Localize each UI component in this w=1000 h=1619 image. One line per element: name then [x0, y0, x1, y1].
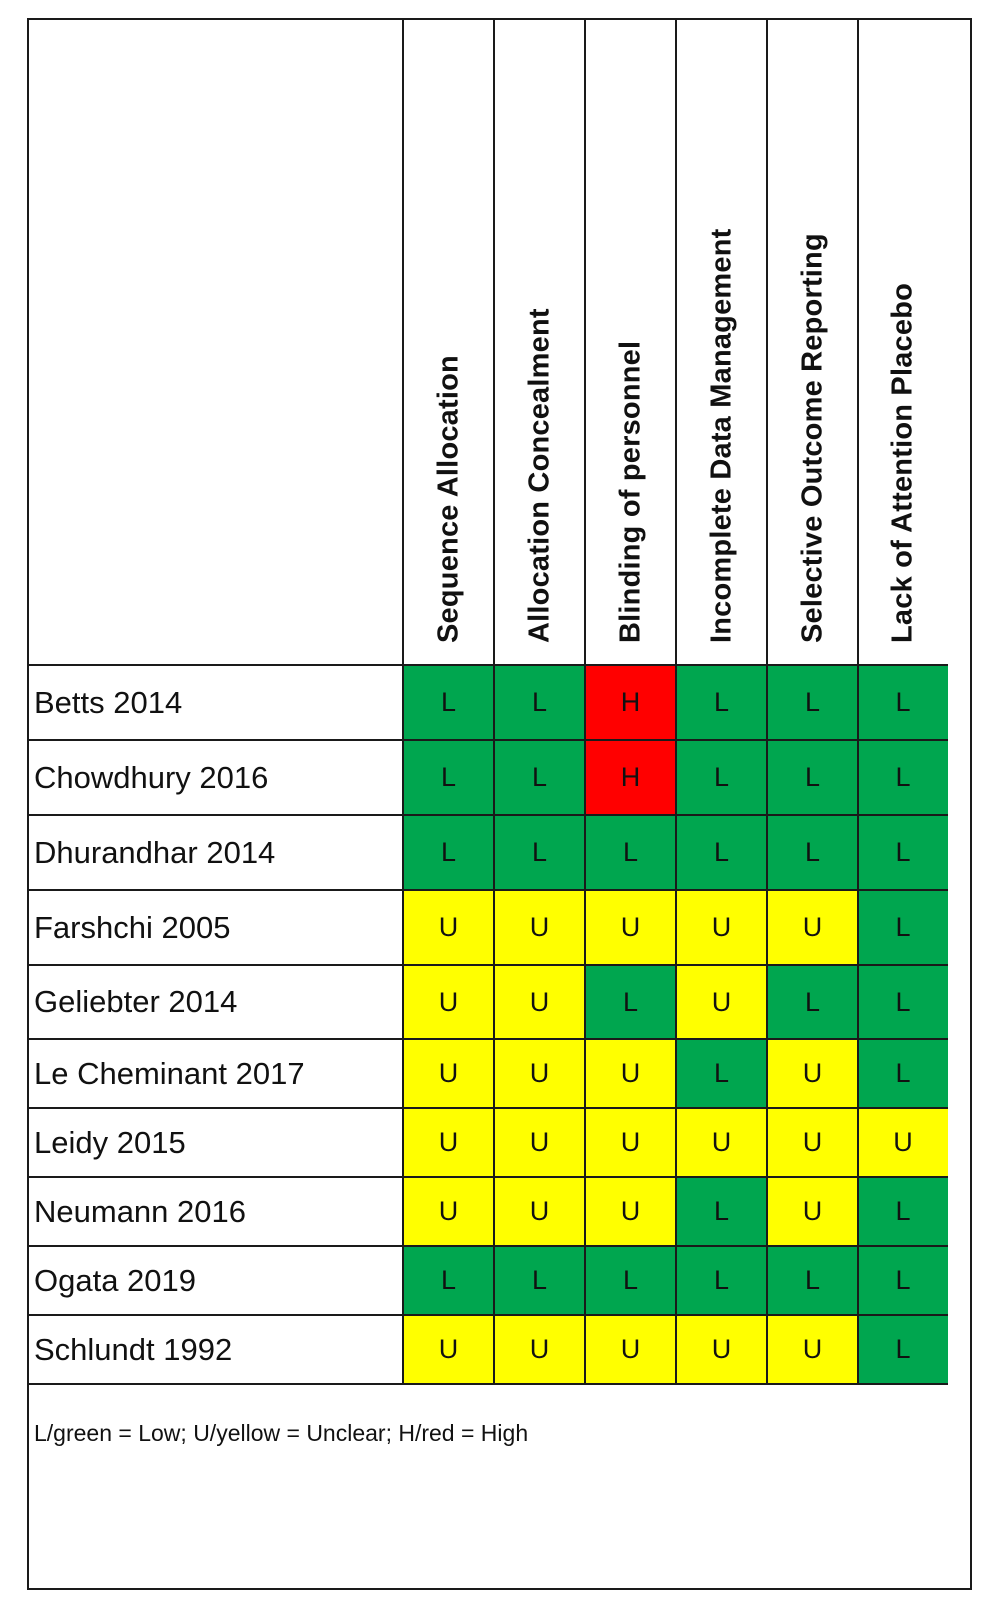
rating-cell: L [767, 815, 858, 890]
rating-cell: L [767, 740, 858, 815]
grid-hline [27, 664, 948, 666]
rating-cell: L [767, 1246, 858, 1315]
rating-cell: U [585, 1315, 676, 1384]
rating-cell: U [767, 1177, 858, 1246]
rating-cell: U [494, 1315, 585, 1384]
column-header-label: Selective Outcome Reporting [796, 233, 828, 643]
column-header-label: Blinding of personnel [614, 340, 646, 643]
grid-vline [402, 18, 404, 1385]
grid-vline [584, 18, 586, 1385]
rating-cell: L [494, 1246, 585, 1315]
study-label: Ogata 2019 [34, 1262, 197, 1298]
rating-cell: L [858, 1246, 948, 1315]
rating-cell: U [676, 1315, 767, 1384]
study-label: Dhurandhar 2014 [34, 834, 276, 870]
study-label: Schlundt 1992 [34, 1331, 233, 1367]
rating-cell: L [767, 665, 858, 740]
rating-cell: L [676, 665, 767, 740]
rating-cell: U [403, 1039, 494, 1108]
grid-vline [493, 18, 495, 1385]
rating-cell: U [494, 890, 585, 965]
rating-cell: L [858, 1315, 948, 1384]
study-label: Leidy 2015 [34, 1124, 186, 1160]
grid-hline [27, 814, 948, 816]
rating-cell: U [585, 1039, 676, 1108]
column-header [403, 20, 494, 680]
rating-cell: U [767, 1108, 858, 1177]
rating-cell: L [585, 815, 676, 890]
study-label: Neumann 2016 [34, 1193, 246, 1229]
rating-cell: U [767, 890, 858, 965]
rating-cell: L [585, 965, 676, 1039]
rating-cell: L [767, 965, 858, 1039]
rating-cell: L [858, 890, 948, 965]
rating-cell: L [858, 740, 948, 815]
rating-cell: L [676, 740, 767, 815]
rating-cell: L [676, 1177, 767, 1246]
grid-hline [27, 1314, 948, 1316]
rating-cell: U [767, 1315, 858, 1384]
grid-vline [675, 18, 677, 1385]
rating-cell: H [585, 665, 676, 740]
rating-cell: U [403, 890, 494, 965]
grid-hline [27, 739, 948, 741]
rating-cell: L [858, 665, 948, 740]
study-label: Chowdhury 2016 [34, 759, 269, 795]
rating-cell: U [585, 1108, 676, 1177]
study-label: Betts 2014 [34, 684, 183, 720]
study-label: Le Cheminant 2017 [34, 1055, 305, 1091]
rating-cell: L [403, 665, 494, 740]
rating-cell: U [767, 1039, 858, 1108]
rating-cell: U [494, 965, 585, 1039]
rating-cell: U [858, 1108, 948, 1177]
rating-cell: H [585, 740, 676, 815]
grid-vline [857, 18, 859, 1385]
rating-cell: U [676, 890, 767, 965]
rating-cell: U [494, 1039, 585, 1108]
column-header-label: Sequence Allocation [432, 355, 464, 643]
rating-cell: U [403, 1315, 494, 1384]
grid-hline [27, 1176, 948, 1178]
rating-cell: U [676, 1108, 767, 1177]
rating-cell: U [585, 890, 676, 965]
grid-hline [27, 1245, 948, 1247]
rating-cell: U [403, 965, 494, 1039]
rating-cell: L [676, 1246, 767, 1315]
column-header-label: Lack of Attention Placebo [886, 282, 919, 643]
column-header-label: Allocation Concealment [523, 308, 555, 643]
grid-hline [27, 1107, 948, 1109]
grid-hline [27, 889, 948, 891]
grid-vline [766, 18, 768, 1385]
column-header [585, 20, 676, 680]
study-label: Farshchi 2005 [34, 909, 231, 945]
rating-cell: U [494, 1108, 585, 1177]
rating-cell: L [676, 1039, 767, 1108]
column-header [767, 20, 858, 680]
grid-hline [27, 1383, 948, 1385]
rating-cell: U [494, 1177, 585, 1246]
rating-cell: U [403, 1177, 494, 1246]
rating-cell: L [494, 665, 585, 740]
rating-cell: L [494, 740, 585, 815]
grid-hline [27, 1038, 948, 1040]
rating-cell: L [858, 1177, 948, 1246]
rating-cell: U [676, 965, 767, 1039]
rating-cell: L [403, 1246, 494, 1315]
rating-cell: L [403, 815, 494, 890]
study-label: Geliebter 2014 [34, 984, 238, 1019]
rating-cell: L [494, 815, 585, 890]
grid-hline [27, 964, 948, 966]
rating-cell: L [585, 1246, 676, 1315]
column-header-label: Incomplete Data Management [705, 228, 737, 643]
rating-cell: L [403, 740, 494, 815]
rating-cell: U [403, 1108, 494, 1177]
column-header [858, 20, 948, 680]
rating-cell: L [676, 815, 767, 890]
column-header [494, 20, 585, 680]
column-header [676, 20, 767, 680]
rating-cell: L [858, 815, 948, 890]
rating-cell: L [858, 1039, 948, 1108]
rating-cell: U [585, 1177, 676, 1246]
legend-note: L/green = Low; U/yellow = Unclear; H/red = High [34, 1420, 529, 1446]
rating-cell: L [858, 965, 948, 1039]
